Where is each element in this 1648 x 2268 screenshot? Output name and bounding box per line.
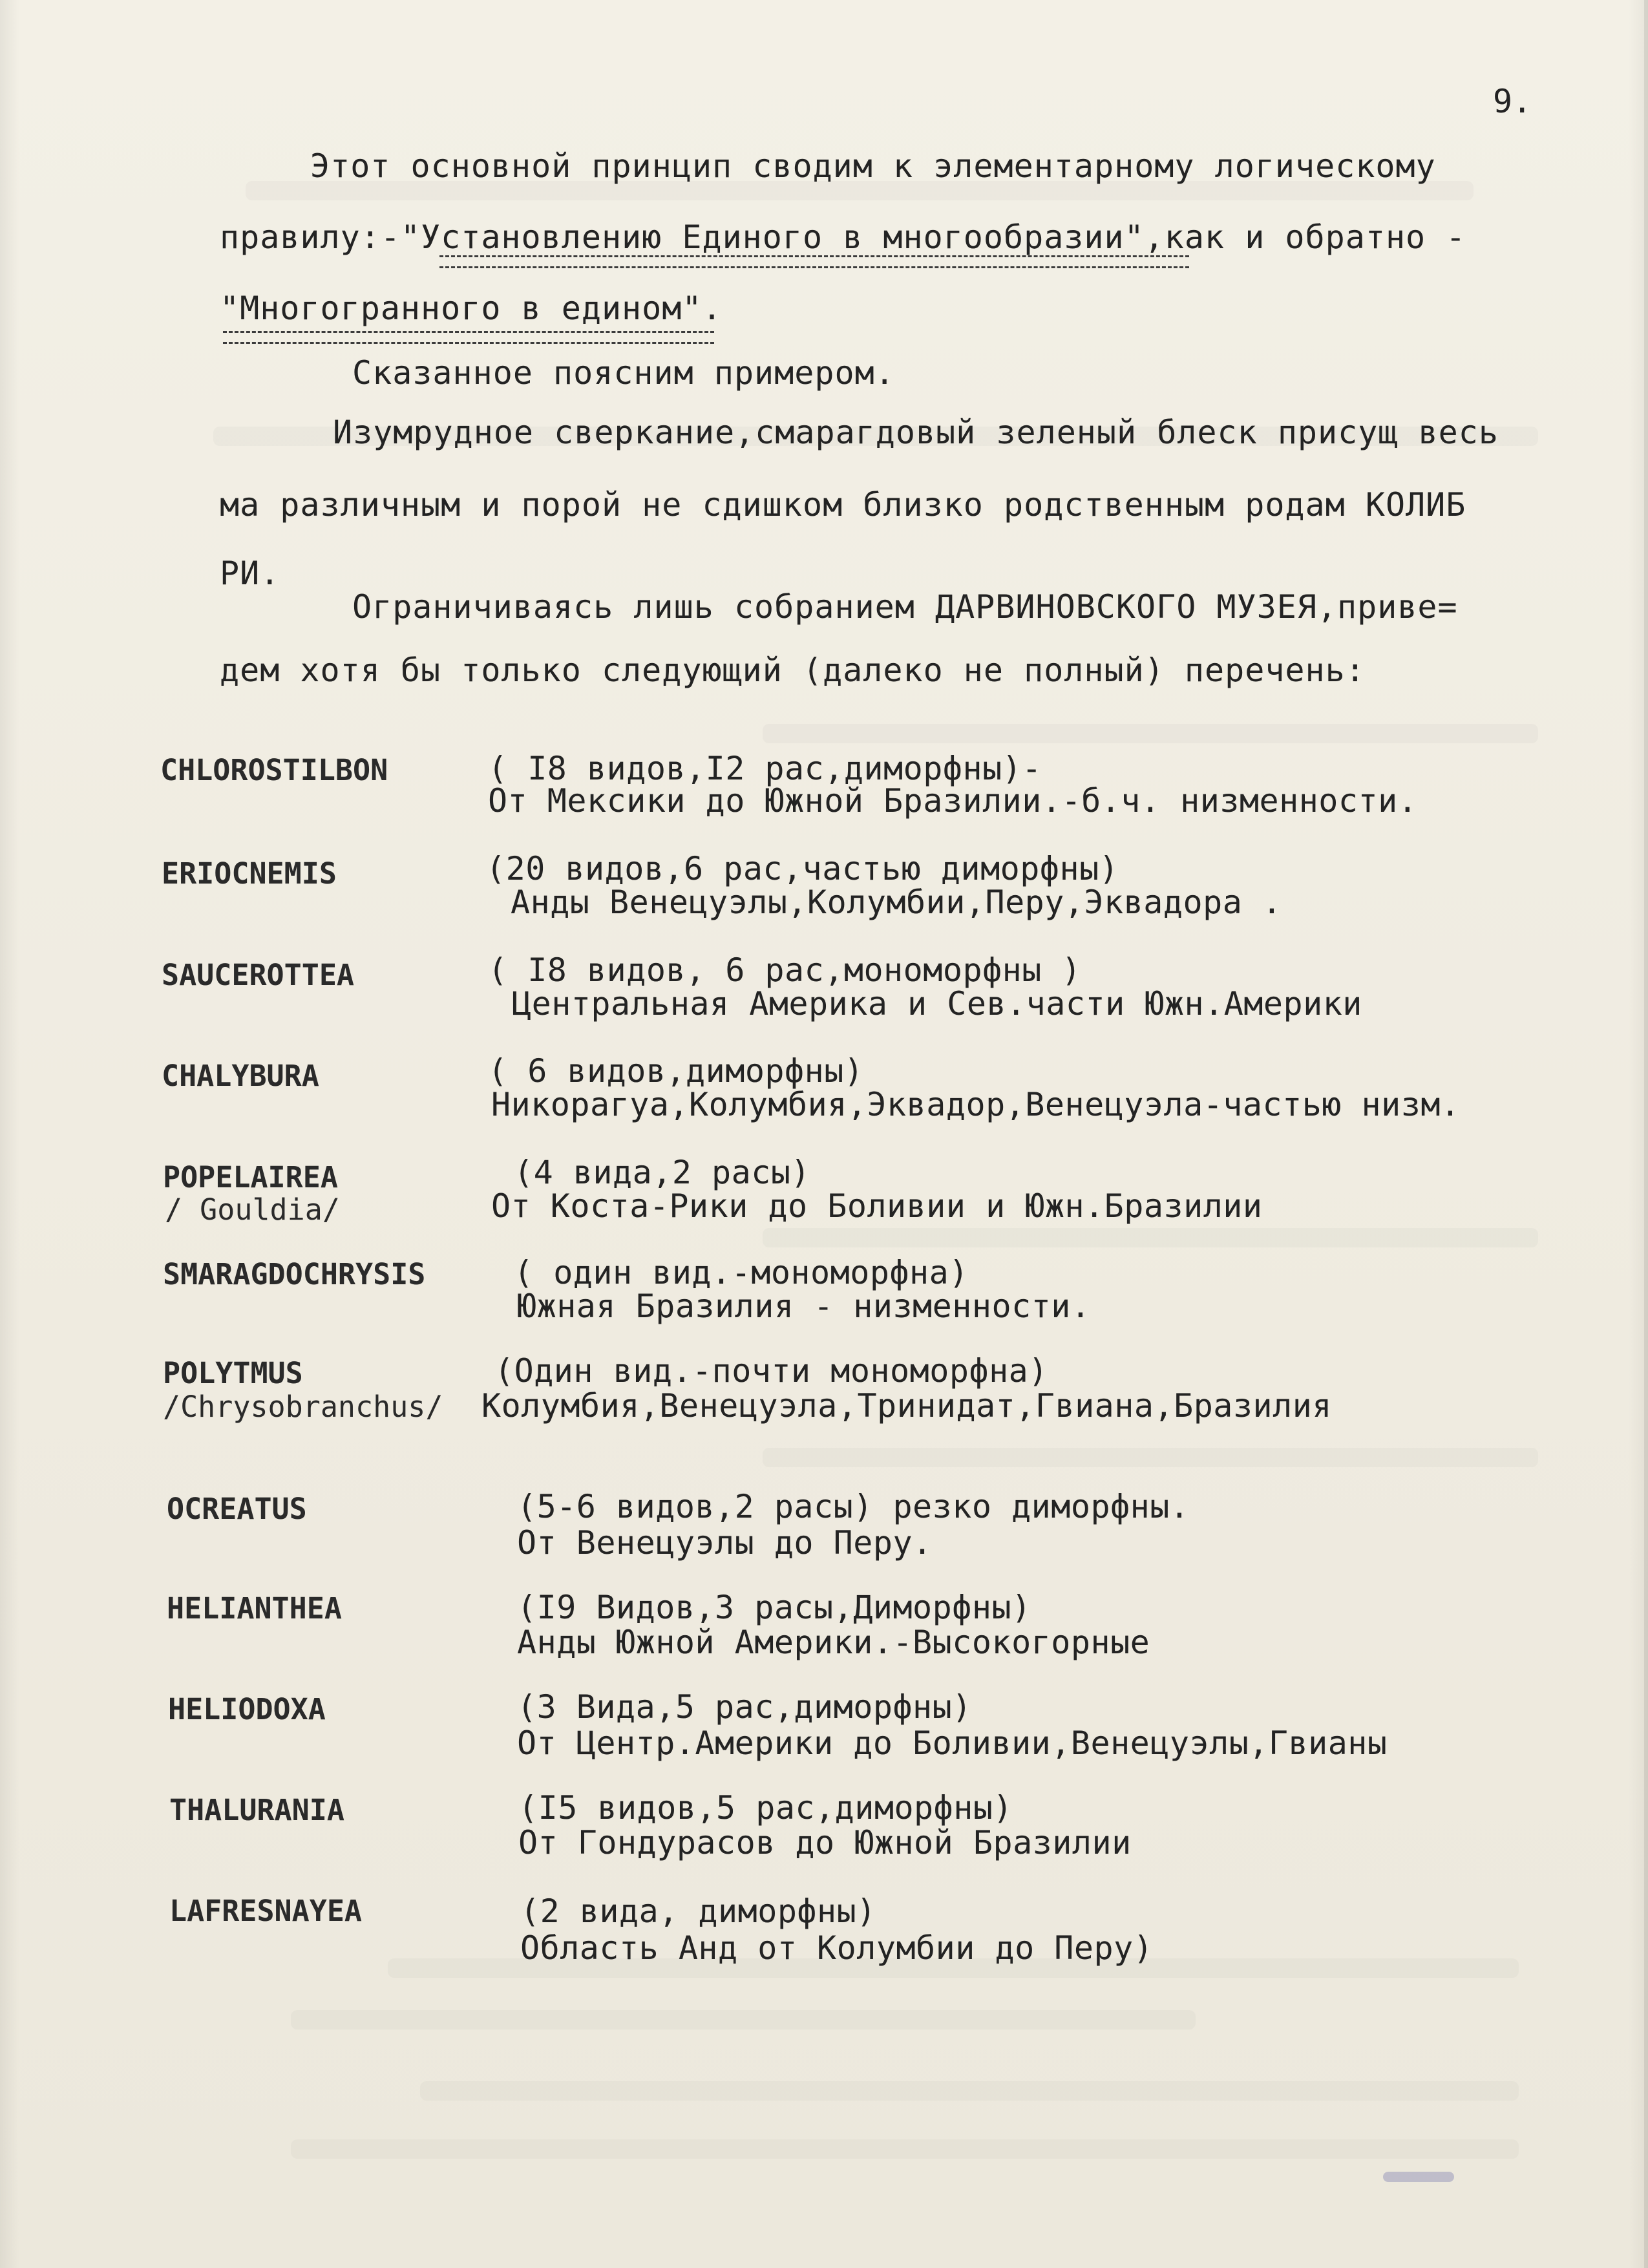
genus-range: От Мексики до Южной Бразилии.-б.ч. низменности. [488,782,1418,820]
genus-range: Область Анд от Колумбии до Перу) [520,1929,1154,1967]
genus-range: Колумбия,Венецуэла,Тринидат,Гвиана,Бразилия [481,1387,1332,1425]
genus-name: HELIODOXA [168,1692,326,1726]
paragraph-line: Изумрудное сверкание,смарагдовый зеленый блеск присущ весь [333,414,1499,451]
paragraph-line: дем хотя бы только следующий (далеко не полный) перечень: [220,652,1366,689]
genus-name: SMARAGDOCHRYSIS [163,1257,426,1291]
genus-stats: (4 вида,2 расы) [514,1154,811,1191]
genus-stats: (I5 видов,5 рас,диморфны) [518,1789,1013,1827]
genus-stats: ( 6 видов,диморфны) [488,1052,864,1090]
genus-stats: ( I8 видов, 6 рас,мономорфны ) [488,951,1082,989]
genus-stats: (5-6 видов,2 расы) резко диморфны. [517,1488,1190,1525]
paragraph-line: Ограничиваясь лишь собранием ДАРВИНОВСКОГО МУЗЕЯ,приве= [352,588,1458,626]
paragraph-line: "Многогранного в едином". [220,290,723,327]
genus-name: CHALYBURA [162,1059,319,1093]
genus-range: Центральная Америка и Сев.части Южн.Америки [512,985,1362,1023]
genus-name: POPELAIREA [163,1160,338,1194]
genus-range: От Венецуэлы до Перу. [517,1524,933,1562]
genus-stats: (20 видов,6 рас,частью диморфны) [486,850,1119,887]
genus-range: От Центр.Америки до Боливии,Венецуэлы,Гвианы [517,1724,1388,1762]
genus-name: SAUCEROTTEA [162,958,355,992]
ink-stamp-mark [1383,2172,1454,2182]
paragraph-line: ма различным и порой не сдишком близко родственным родам КОЛИБ [220,486,1466,524]
paragraph-line: Сказанное поясним примером. [352,354,895,392]
bleed-through-line [420,2081,1519,2101]
genus-stats: ( один вид.-мономорфна) [514,1254,969,1291]
bleed-through-line [291,2139,1519,2159]
genus-stats: (3 Вида,5 рас,диморфны) [517,1688,972,1726]
genus-range: Анды Венецуэлы,Колумбии,Перу,Эквадора . [511,884,1282,921]
double-underline [223,331,714,344]
genus-range: От Гондурасов до Южной Бразилии [518,1824,1132,1861]
genus-name: THALURANIA [169,1793,344,1827]
genus-stats: (2 вида, диморфны) [520,1892,876,1930]
genus-synonym: / Gouldia/ [165,1192,340,1227]
paragraph-line: РИ. [220,555,280,592]
paragraph-line: правилу:-"Установлению Единого в многообразии",как и обратно - [220,218,1466,256]
genus-range: Южная Бразилия - низменности. [517,1288,1091,1325]
bleed-through-line [763,1448,1538,1467]
genus-range: Анды Южной Америки.-Высокогорные [517,1624,1150,1661]
genus-range: Никорагуа,Колумбия,Эквадор,Венецуэла-частью низм. [491,1086,1461,1123]
genus-stats: (I9 Видов,3 расы,Диморфны) [517,1589,1031,1626]
genus-name: OCREATUS [167,1492,307,1526]
genus-name: HELIANTHEA [167,1591,342,1626]
genus-name: LAFRESNAYEA [169,1894,363,1928]
page-edge-shadow [1644,0,1648,2268]
bleed-through-line [763,724,1538,743]
genus-range: От Коста-Рики до Боливии и Южн.Бразилии [491,1187,1263,1225]
genus-name: CHLOROSTILBON [160,753,388,787]
genus-stats: ( I8 видов,I2 рас,диморфны)- [488,750,1042,787]
genus-name: POLYTMUS [163,1356,303,1390]
genus-name: ERIOCNEMIS [162,856,337,891]
bleed-through-line [763,1228,1538,1247]
paragraph-line: Этот основной принцип сводим к элементарному логическому [310,147,1436,185]
double-underline [439,255,1189,268]
genus-stats: (Один вид.-почти мономорфна) [494,1352,1048,1390]
bleed-through-line [291,2010,1196,2030]
genus-synonym: /Chrysobranchus/ [163,1390,443,1424]
page-number: 9. [1493,83,1532,120]
